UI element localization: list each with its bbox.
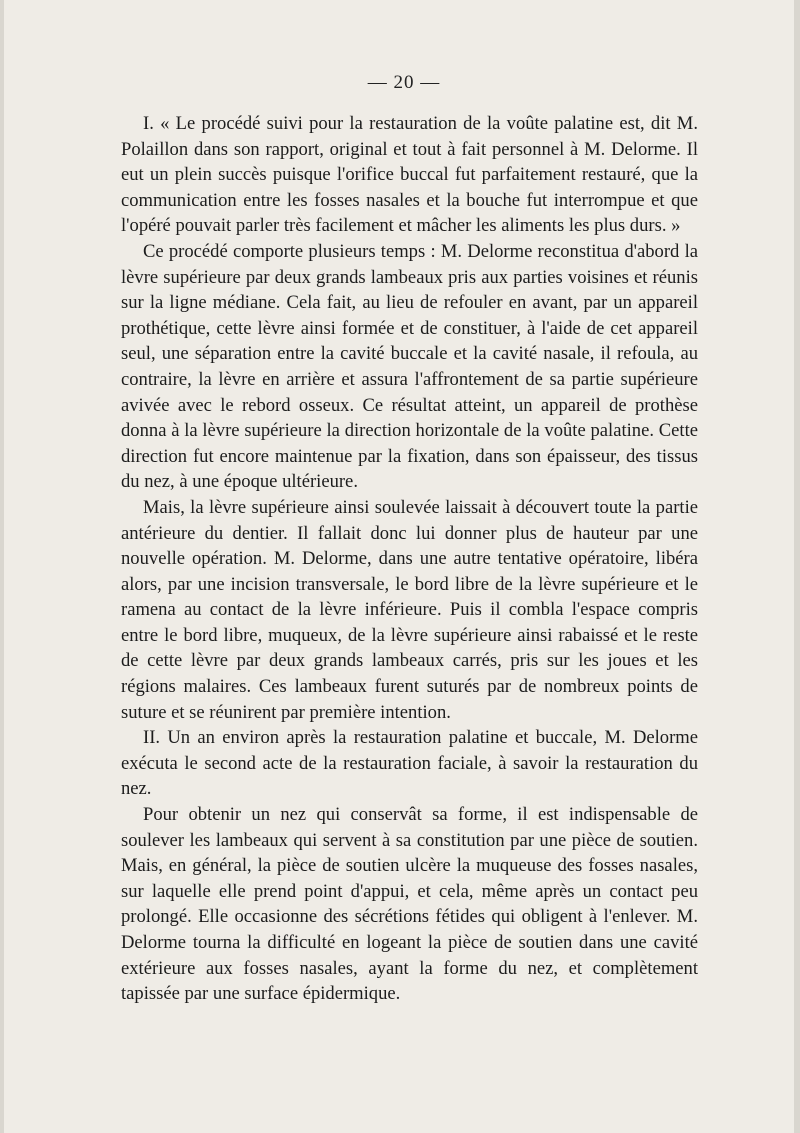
page-number: — 20 — (367, 72, 441, 93)
paragraph-1: I. « Le procédé suivi pour la restauration de la voûte palatine est, dit M. Polaillon dans son rapport, original et tout à fait personnel à M. Delorme. Il eut un plein succès puisque l'orifice buccal fut parfaitement restauré, que la communication entre les fosses nasales et la bouche fut interrompue et que l'opéré pouvait parler très facilement et mâcher les aliments les plus durs. » (121, 113, 698, 237)
body-text (121, 111, 698, 1007)
paragraph-2: Ce procédé comporte plusieurs temps : M. Delorme reconstitua d'abord la lèvre supérieure par deux grands lambeaux pris aux parties voisines et réunis sur la ligne médiane. Cela fait, au lieu de refouler en avant, par un appareil prothétique, cette lèvre ainsi formée et de constituer, à l'aide de cet appareil seul, une séparation entre la cavité buccale et la cavité nasale, il refoula, au contraire, la lèvre en arrière et assura l'affrontement de sa partie supérieure avivée avec le rebord osseux. Ce résultat atteint, un appareil de prothèse donna à la lèvre supérieure la direction horizontale de la voûte palatine. Cette direction fut encore maintenue par la fixation, dans son épaisseur, des tissus du nez, à une époque ultérieure. (121, 240, 698, 493)
paragraph-5: Pour obtenir un nez qui conservât sa forme, il est indispensable de soulever les lambeaux qui servent à sa constitution par une pièce de soutien. Mais, en général, la pièce de soutien ulcère la muqueuse des fosses nasales, sur laquelle elle prend point d'appui, et cela, même après un contact peu prolongé. Elle occasionne des sécrétions fétides qui obligent à l'enlever. M. Delorme tourna la difficulté en logeant la pièce de soutien dans une cavité extérieure aux fosses nasales, ayant la forme du nez, et complètement tapissée par une surface épidermique. (121, 804, 698, 1005)
paragraph-4: II. Un an environ après la restauration palatine et buccale, M. Delorme exécuta le second acte de la restauration faciale, à savoir la restauration du nez. (121, 727, 698, 800)
paragraph-3: Mais, la lèvre supérieure ainsi soulevée laissait à découvert toute la partie antérieure du dentier. Il fallait donc lui donner plus de hauteur par une nouvelle opération. M. Delorme, dans une autre tentative opératoire, libéra alors, par une incision transversale, le bord libre de la lèvre supérieure et le ramena au contact de la lèvre inférieure. Puis il combla l'espace compris entre le bord libre, muqueux, de la lèvre supérieure ainsi rabaissé et le reste de cette lèvre par deux grands lambeaux carrés, pris sur les joues et les régions malaires. Ces lambeaux furent suturés par de nombreux points de suture et se réunirent par première intention. (121, 496, 698, 723)
